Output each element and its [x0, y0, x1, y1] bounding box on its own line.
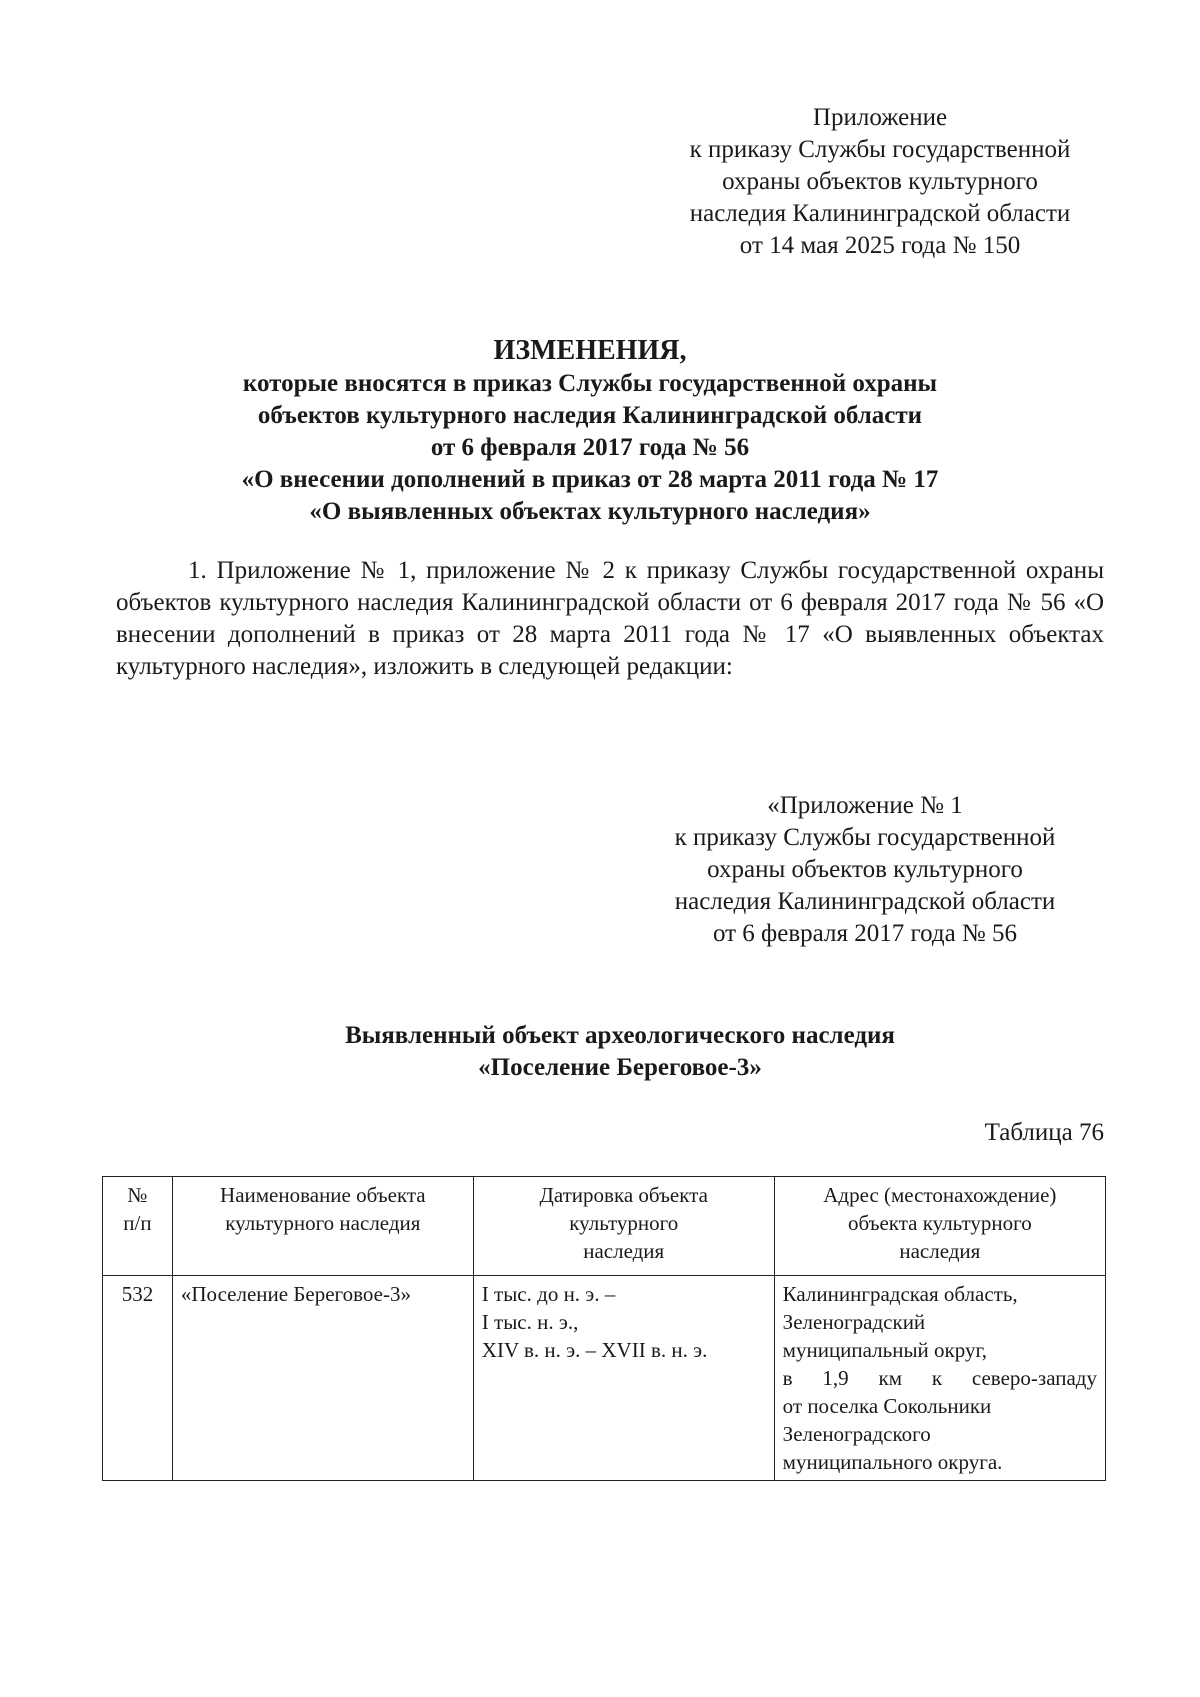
title-line: объектов культурного наследия Калининградской области: [257, 402, 923, 429]
attachment-line: наследия Калининградской области: [689, 200, 1071, 227]
address-line: от поселка Сокольники: [782, 1394, 992, 1418]
appendix-1-heading: [640, 790, 1090, 950]
appendix-line: наследия Калининградской области: [674, 888, 1056, 915]
cell-number: 532: [103, 1276, 173, 1481]
header-name: [172, 1177, 473, 1276]
object-title-line: «Поселение Береговое-3»: [478, 1054, 762, 1081]
attachment-line: от 14 мая 2025 года № 150: [739, 232, 1021, 259]
appendix-line: от 6 февраля 2017 года № 56: [712, 920, 1018, 947]
header-text: объекта культурного: [847, 1211, 1032, 1235]
header-text: п/п: [123, 1211, 152, 1235]
dating-line: I тыс. до н. э. –: [481, 1282, 616, 1306]
appendix-line: охраны объектов культурного: [707, 856, 1023, 883]
address-line: Калининградская область,: [782, 1282, 1018, 1306]
table-label: Таблица 76: [984, 1119, 1104, 1146]
object-title: [200, 1020, 1040, 1084]
title-line: «О внесении дополнений в приказ от 28 марта 2011 года № 17: [241, 466, 939, 493]
header-text: Наименование объекта: [220, 1183, 426, 1207]
header-address: [774, 1177, 1105, 1276]
attachment-line: охраны объектов культурного: [722, 168, 1038, 195]
attachment-line: к приказу Службы государственной: [689, 136, 1071, 163]
appendix-line: к приказу Службы государственной: [674, 824, 1056, 851]
document-title: [160, 334, 1020, 528]
address-line: муниципального округа.: [782, 1450, 1003, 1474]
header-text: Адрес (местонахождение): [823, 1183, 1057, 1207]
header-text: наследия: [583, 1239, 665, 1263]
cell-address: [774, 1276, 1105, 1481]
appendix-line: «Приложение № 1: [767, 792, 963, 819]
cell-name: «Поселение Береговое-3»: [172, 1276, 473, 1481]
title-main: ИЗМЕНЕНИЯ,: [493, 335, 687, 366]
attachment-line: Приложение: [812, 104, 948, 131]
address-line: Зеленоградский: [782, 1310, 926, 1334]
address-line: Зеленоградского: [782, 1422, 931, 1446]
header-text: наследия: [899, 1239, 981, 1263]
table-row: [103, 1276, 1106, 1481]
dating-line: XIV в. н. э. – XVII в. н. э.: [481, 1338, 708, 1362]
header-text: культурного наследия: [225, 1211, 421, 1235]
title-line: которые вносятся в приказ Службы государственной охраны: [242, 370, 938, 397]
header-dating: [473, 1177, 774, 1276]
header-text: Датировка объекта: [539, 1183, 708, 1207]
cell-dating: [473, 1276, 774, 1481]
header-number: [103, 1177, 173, 1276]
object-title-line: Выявленный объект археологического наследия: [345, 1022, 895, 1049]
address-line: муниципальный округ,: [782, 1338, 987, 1362]
table-header-row: [103, 1177, 1106, 1276]
header-text: №: [127, 1183, 148, 1207]
title-line: «О выявленных объектах культурного наследия»: [309, 498, 871, 525]
dating-line: I тыс. н. э.,: [481, 1310, 579, 1334]
address-line: в 1,9 км к северо-западу: [782, 1366, 1097, 1390]
paragraph-1: 1. Приложение № 1, приложение № 2 к приказу Службы государственной охраны объектов культурного наследия Калининградской области от 6 февраля 2017 года № 56 «О внесении дополнений в приказ от 28 марта 2011 года № 17 «О выявленных объектах культурного наследия», изложить в следующей редакции:: [116, 557, 1104, 680]
header-attachment: [660, 102, 1100, 262]
header-text: культурного: [569, 1211, 679, 1235]
heritage-table: [102, 1176, 1106, 1481]
title-line: от 6 февраля 2017 года № 56: [430, 434, 750, 461]
